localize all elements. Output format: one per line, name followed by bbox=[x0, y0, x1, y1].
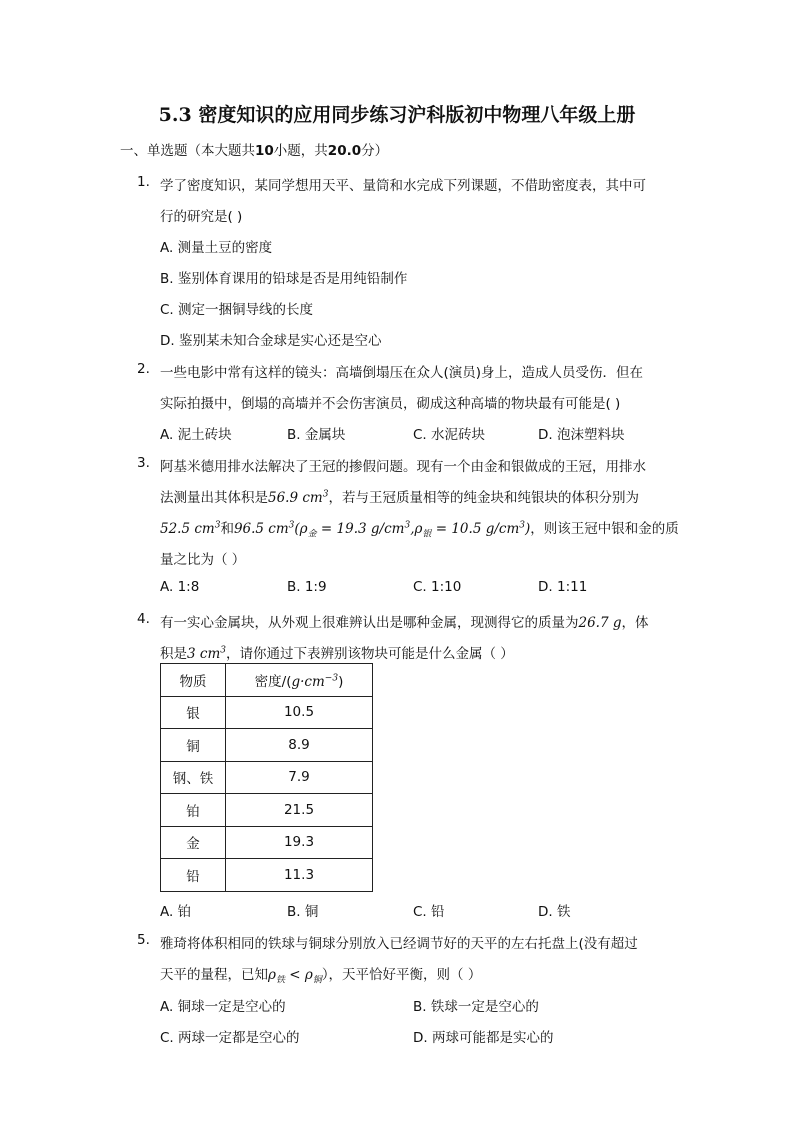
table-cell-substance: 钢、铁 bbox=[161, 761, 226, 794]
q4-line2: 积是3 $cm^3$，请你通过下表辨别该物块可能是什么金属（ ） bbox=[160, 645, 514, 662]
q3-option-d: D. 1:11 bbox=[538, 579, 588, 595]
q4-option-d: D. 铁 bbox=[538, 904, 571, 920]
table-header-density: 密度$/(g\cdot cm^{-3})$ bbox=[226, 664, 373, 697]
table-row bbox=[161, 794, 373, 827]
q1-line2: 行的研究是( ) bbox=[160, 209, 243, 225]
q4-mass: 26.7 bbox=[578, 615, 609, 631]
q2-option-b: B. 金属块 bbox=[287, 427, 346, 443]
q3-option-b: B. 1:9 bbox=[287, 579, 327, 595]
table-row bbox=[161, 826, 373, 859]
table-cell-density: 8.9 bbox=[226, 729, 373, 762]
q3-rho-gold: 19.3 bbox=[336, 521, 367, 537]
section-count: 10 bbox=[255, 143, 274, 159]
table-cell-substance: 金 bbox=[161, 826, 226, 859]
table-cell-density: 10.5 bbox=[226, 696, 373, 729]
section-score: 20.0 bbox=[327, 143, 362, 159]
q5-line1: 雅琦将体积相同的铁球与铜球分别放入已经调节好的天平的左右托盘上(没有超过 bbox=[160, 936, 638, 952]
table-header-row bbox=[161, 664, 373, 697]
q1-line1: 学了密度知识，某同学想用天平、量筒和水完成下列课题，不借助密度表，其中可 bbox=[160, 178, 646, 194]
q3-rho-silver: 10.5 bbox=[451, 521, 482, 537]
q3-option-c: C. 1:10 bbox=[413, 579, 462, 595]
q2-line1: 一些电影中常有这样的镜头：高墙倒塌压在众人(演员)身上，造成人员受伤．但在 bbox=[160, 365, 644, 381]
q3-and: 和 bbox=[220, 521, 234, 537]
q3-line1: 阿基米德用排水法解决了王冠的掺假问题。现有一个由金和银做成的王冠，用排水 bbox=[160, 459, 646, 475]
q4-line1-text-b: ，体 bbox=[621, 615, 649, 631]
q5-option-b: B. 铁球一定是空心的 bbox=[413, 999, 539, 1015]
table-cell-substance: 铜 bbox=[161, 729, 226, 762]
q1-number: 1. bbox=[137, 174, 150, 190]
q4-line2-text-b: ，请你通过下表辨别该物块可能是什么金属（ ） bbox=[225, 646, 514, 662]
q3-gold-volume: 52.5 bbox=[160, 521, 191, 537]
q3-line2: 法测量出其体积是56.9 $cm^3$，若与王冠质量相等的纯金块和纯银块的体积分别为 bbox=[160, 489, 639, 506]
q3-number: 3. bbox=[137, 455, 150, 471]
table-row bbox=[161, 761, 373, 794]
section-heading bbox=[120, 139, 388, 159]
q3-line2-text-b: ，若与王冠质量相等的纯金块和纯银块的体积分别为 bbox=[328, 490, 639, 506]
q5-option-a: A. 铜球一定是空心的 bbox=[160, 999, 286, 1015]
q1-option-a: A. 测量土豆的密度 bbox=[160, 240, 273, 256]
q2-option-c: C. 水泥砖块 bbox=[413, 427, 486, 443]
table-cell-density: 11.3 bbox=[226, 859, 373, 892]
density-table bbox=[160, 663, 373, 892]
q5-option-d: D. 两球可能都是实心的 bbox=[413, 1030, 554, 1046]
q2-option-d: D. 泡沫塑料块 bbox=[538, 427, 625, 443]
q2-line2: 实际拍摄中，倒塌的高墙并不会伤害演员，砌成这种高墙的物块最有可能是( ) bbox=[160, 396, 621, 412]
table-cell-substance: 铂 bbox=[161, 794, 226, 827]
table-row bbox=[161, 729, 373, 762]
q3-silver-volume: 96.5 bbox=[233, 521, 265, 537]
q3-line3-text: ，则该王冠中银和金的质 bbox=[530, 521, 679, 537]
q4-line1: 有一实心金属块，从外观上很难辨认出是哪种金属，现测得它的质量为26.7 g，体 bbox=[160, 615, 649, 631]
table-header-substance: 物质 bbox=[161, 664, 226, 697]
q4-line1-text-a: 有一实心金属块，从外观上很难辨认出是哪种金属，现测得它的质量为 bbox=[160, 615, 579, 631]
q1-option-c: C. 测定一捆铜导线的长度 bbox=[160, 302, 314, 318]
q4-option-c: C. 铅 bbox=[413, 904, 445, 920]
table-cell-density: 19.3 bbox=[226, 826, 373, 859]
page-title: 5.3 密度知识的应用同步练习沪科版初中物理八年级上册 bbox=[158, 104, 636, 126]
table-row bbox=[161, 696, 373, 729]
table-cell-substance: 银 bbox=[161, 696, 226, 729]
q5-line2: 天平的量程，已知$\rho_铁 < \rho_铜$），天平恰好平衡，则（ ） bbox=[160, 967, 482, 986]
table-cell-density: 7.9 bbox=[226, 761, 373, 794]
q2-option-a: A. 泥土砖块 bbox=[160, 427, 232, 443]
q1-option-b: B. 鉴别体育课用的铅球是否是用纯铅制作 bbox=[160, 271, 408, 287]
q2-number: 2. bbox=[137, 361, 150, 377]
q5-option-c: C. 两球一定都是空心的 bbox=[160, 1030, 300, 1046]
table-cell-substance: 铅 bbox=[161, 859, 226, 892]
table-cell-density: 21.5 bbox=[226, 794, 373, 827]
q5-line2-text-a: 天平的量程，已知 bbox=[160, 967, 268, 983]
q4-volume: 3 bbox=[187, 646, 196, 662]
q5-number: 5. bbox=[137, 932, 150, 948]
q5-line2-text-b: ），天平恰好平衡，则（ ） bbox=[321, 967, 482, 983]
q3-line3: 52.5 $cm^3$和96.5 $cm^3(\rho_金 = 19.3$ $g/cm^3,\rho_银 = 10.5$ $g/cm^3$)，则该王冠中银和金的质 bbox=[160, 520, 679, 540]
q3-volume-value: 56.9 bbox=[268, 490, 299, 506]
q3-option-a: A. 1:8 bbox=[160, 579, 200, 595]
q4-option-b: B. 铜 bbox=[287, 904, 319, 920]
section-prefix: 一、单选题（本大题共 bbox=[120, 143, 255, 159]
q3-line2-text-a: 法测量出其体积是 bbox=[160, 490, 268, 506]
section-mid: 小题，共 bbox=[273, 143, 328, 159]
table-row bbox=[161, 859, 373, 892]
section-suffix: 分） bbox=[361, 143, 389, 159]
q4-number: 4. bbox=[137, 611, 150, 627]
q3-line4: 量之比为（ ） bbox=[160, 552, 246, 568]
q1-option-d: D. 鉴别某未知合金球是实心还是空心 bbox=[160, 333, 382, 349]
q4-line2-text-a: 积是 bbox=[160, 646, 187, 662]
q4-option-a: A. 铂 bbox=[160, 904, 192, 920]
